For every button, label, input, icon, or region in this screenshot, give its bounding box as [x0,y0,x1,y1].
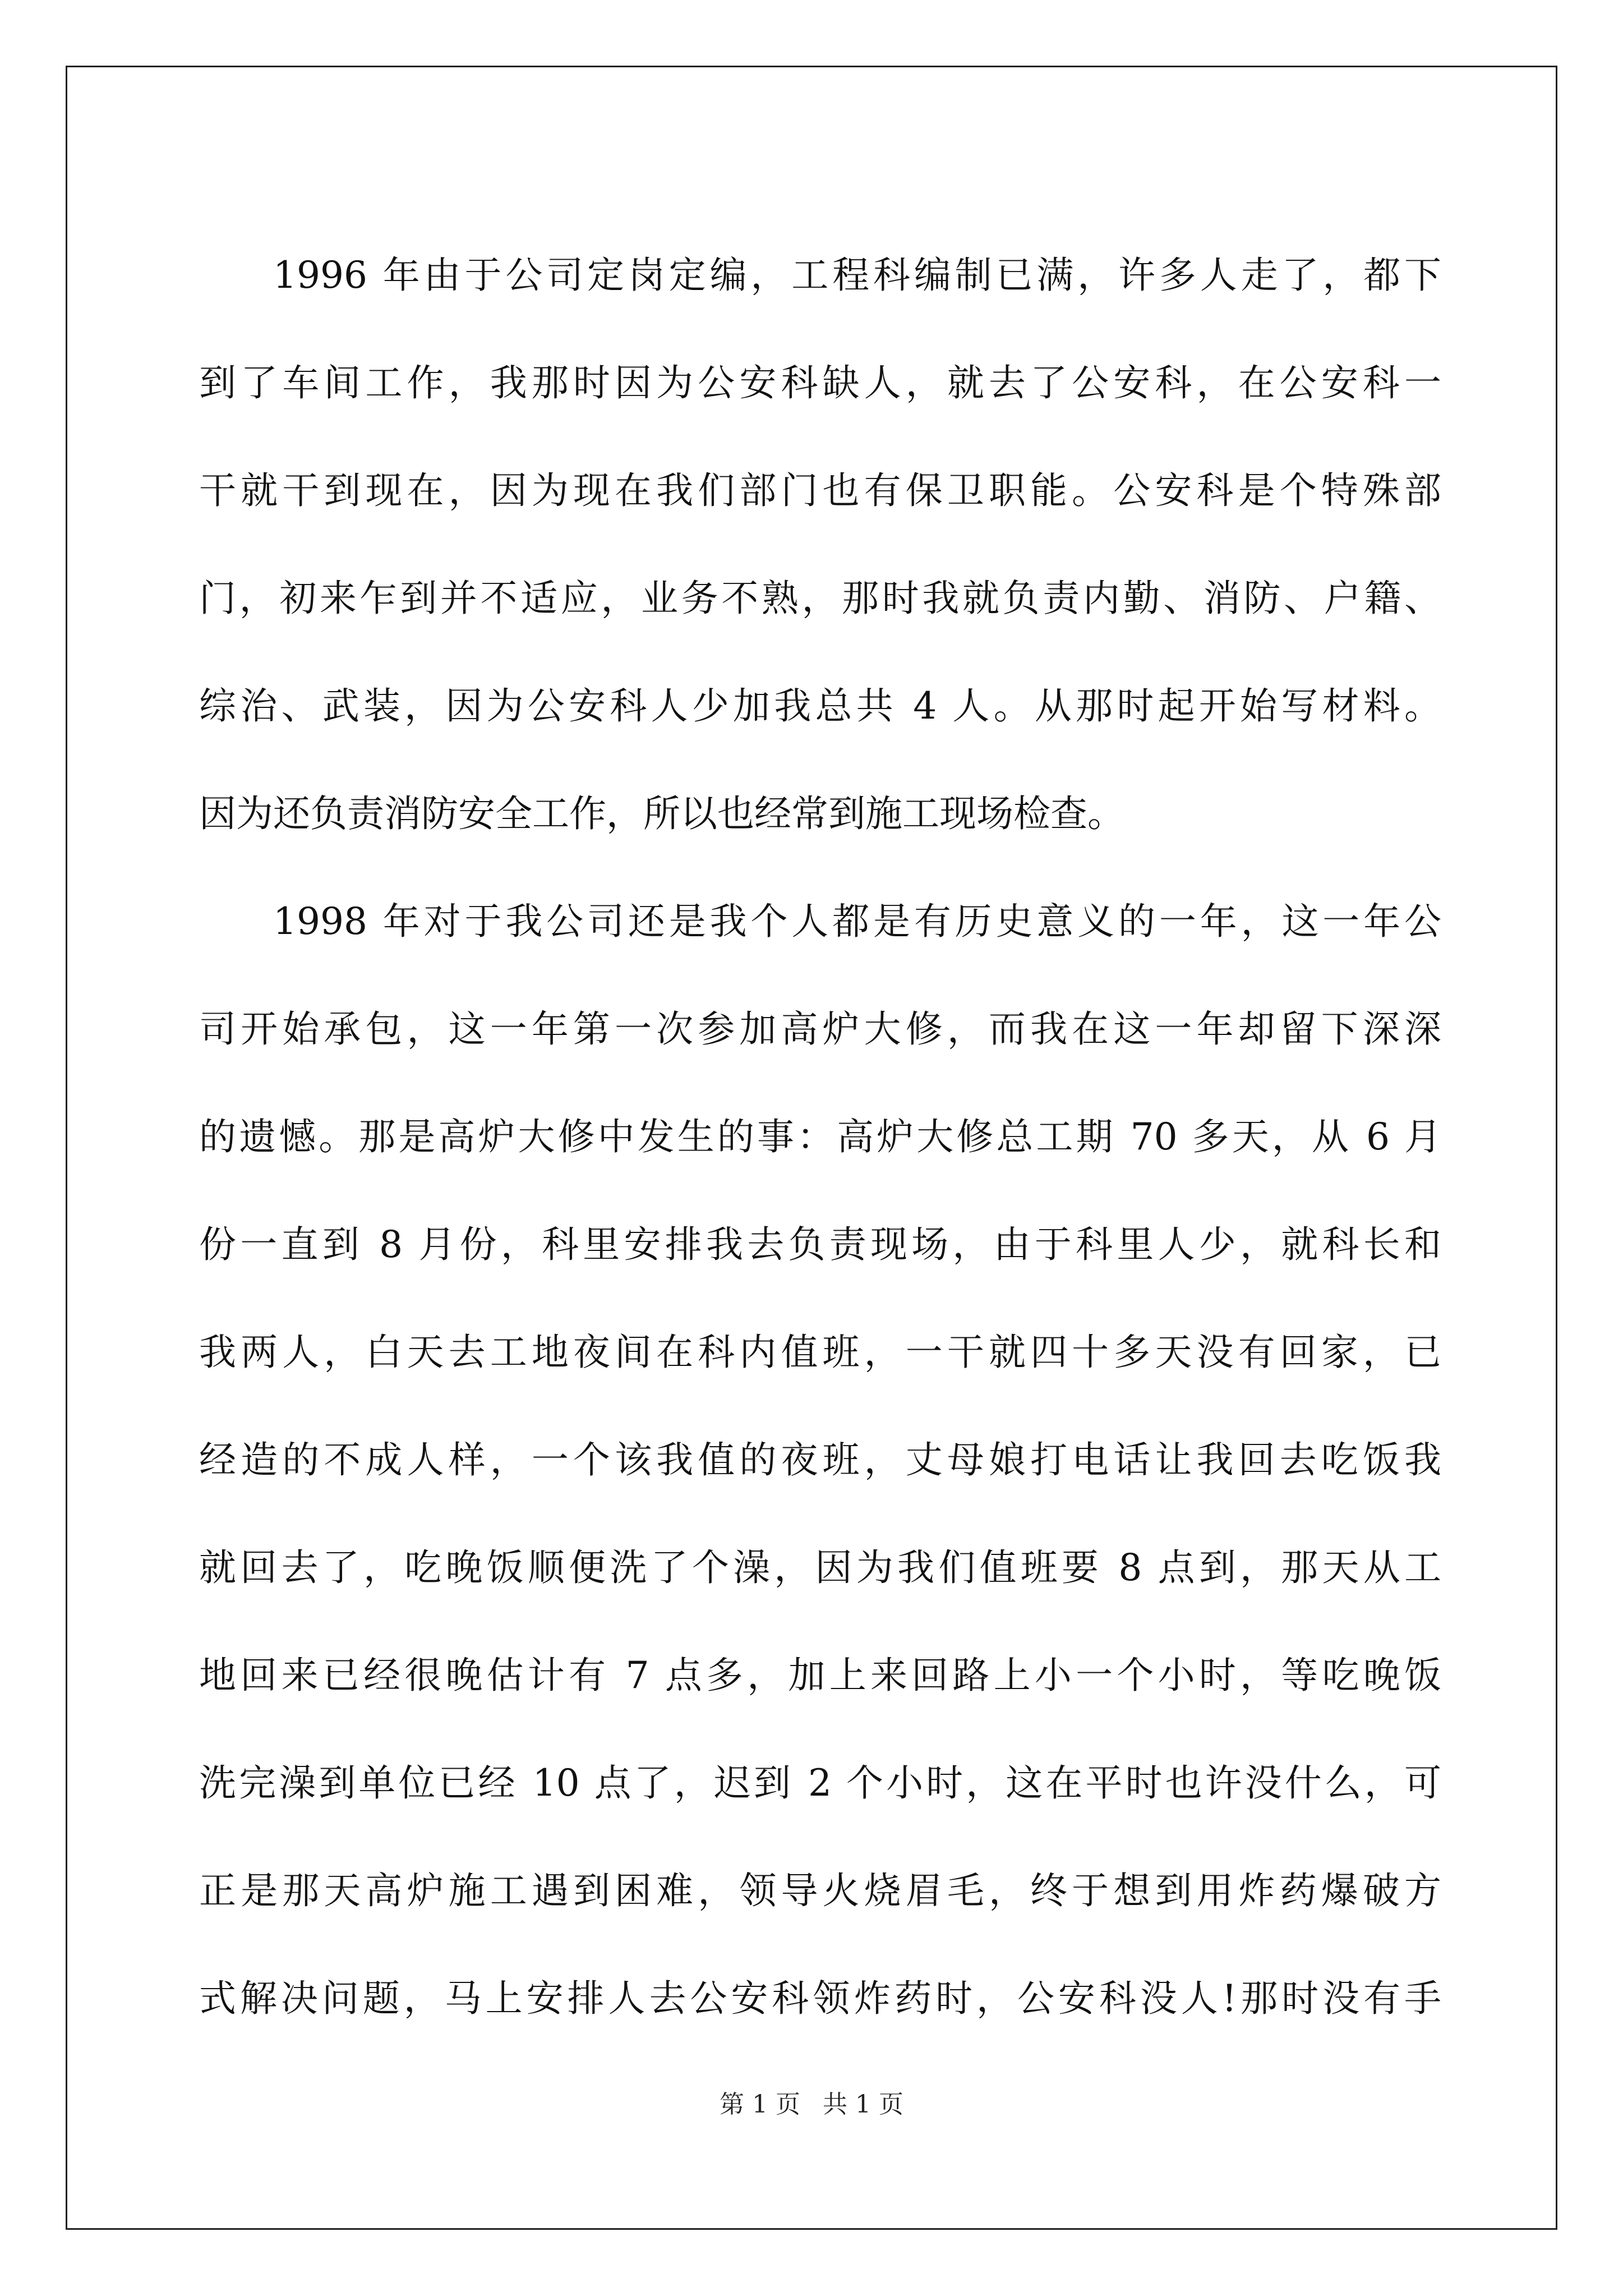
paragraph-1-line-2: 到了车间工作，我那时因为公安科缺人，就去了公安科，在公安科一 [199,361,1441,404]
paragraph-1-line-4: 门，初来乍到并不适应，业务不熟，那时我就负责内勤、消防、户籍、 [199,577,1441,620]
page-total: 共 1 页 [823,2090,903,2119]
paragraph-2-line-1: 1998 年对于我公司还是我个人都是有历史意义的一年，这一年公 [273,900,1441,943]
paragraph-1-line-5: 综治、武装，因为公安科人少加我总共 4 人。从那时起开始写材料。 [199,684,1441,728]
paragraph-2-line-8: 地回来已经很晚估计有 7 点多，加上来回路上小一个小时，等吃晚饭 [199,1654,1441,1697]
page-number: 第 1 页 [720,2090,800,2119]
paragraph-2-line-11: 式解决问题，马上安排人去公安科领炸药时，公安科没人!那时没有手 [199,1977,1441,2020]
paragraph-1-line-6: 因为还负责消防安全工作，所以也经常到施工现场检查。 [199,792,1124,835]
paragraph-1-line-3: 干就干到现在，因为现在我们部门也有保卫职能。公安科是个特殊部 [199,469,1441,512]
paragraph-2-line-3: 的遗憾。那是高炉大修中发生的事：高炉大修总工期 70 多天，从 6 月 [199,1115,1441,1158]
paragraph-2-line-9: 洗完澡到单位已经 10 点了，迟到 2 个小时，这在平时也许没什么，可 [199,1761,1441,1805]
page-footer [0,2088,1623,2122]
paragraph-2-line-6: 经造的不成人样，一个该我值的夜班，丈母娘打电话让我回去吃饭我 [199,1438,1441,1481]
paragraph-1-line-1: 1996 年由于公司定岗定编，工程科编制已满，许多人走了，都下 [273,254,1441,297]
paragraph-2-line-5: 我两人，白天去工地夜间在科内值班，一干就四十多天没有回家，已 [199,1331,1441,1374]
paragraph-2-line-10: 正是那天高炉施工遇到困难，领导火烧眉毛，终于想到用炸药爆破方 [199,1869,1441,1912]
paragraph-2-line-4: 份一直到 8 月份，科里安排我去负责现场，由于科里人少，就科长和 [199,1223,1441,1266]
paragraph-2-line-2: 司开始承包，这一年第一次参加高炉大修，而我在这一年却留下深深 [199,1007,1441,1051]
paragraph-2-line-7: 就回去了，吃晚饭顺便洗了个澡，因为我们值班要 8 点到，那天从工 [199,1546,1441,1589]
document-body [199,222,1441,2053]
